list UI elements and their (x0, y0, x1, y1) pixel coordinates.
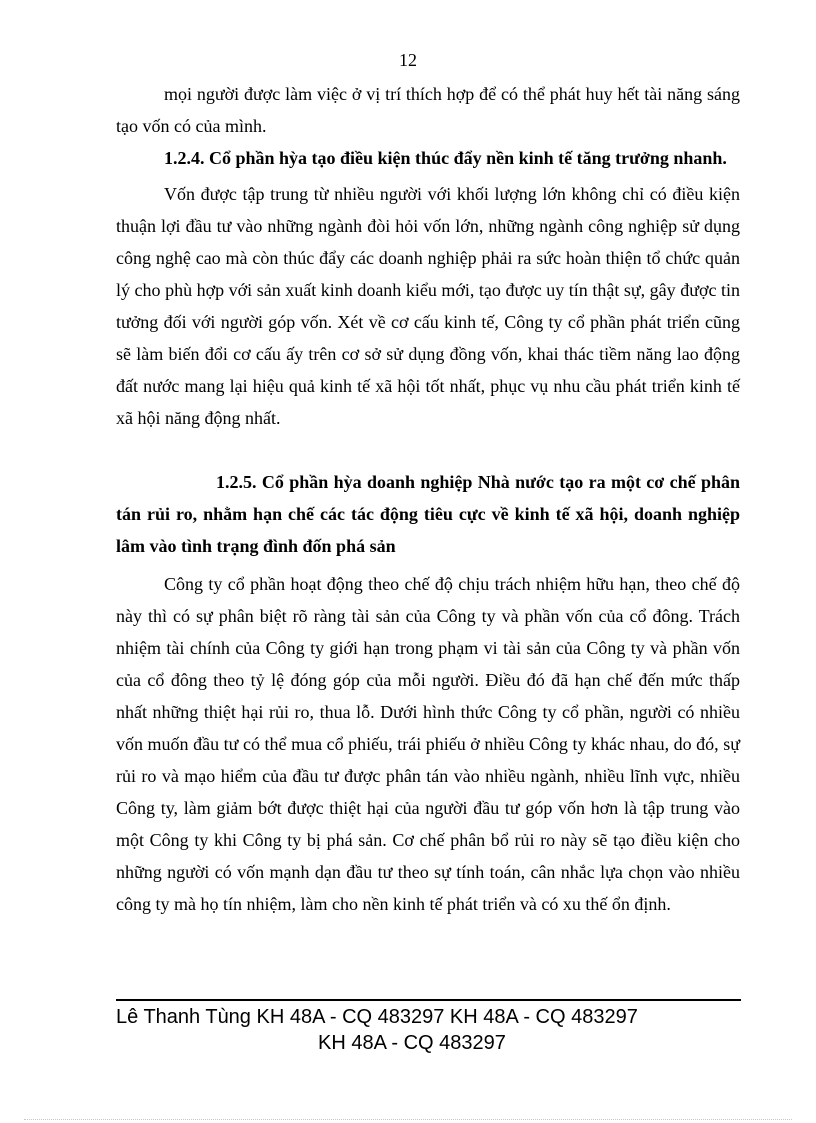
page-number: 12 (399, 50, 417, 70)
paragraph-section-1-2-4: Vốn được tập trung từ nhiều người với khối lượng lớn không chỉ có điều kiện thuận lợi đầu tư vào những ngành đòi hỏi vốn lớn, những ngành công nghiệp sử dụng công nghệ cao mà còn thúc đẩy các doanh nghiệp phải ra sức hoàn thiện tổ chức quản lý cho phù hợp với sản xuất kinh doanh kiểu mới, tạo được uy tín thật sự, gây được tin tưởng đối với người góp vốn. Xét về cơ cấu kinh tế, Công ty cổ phần phát triển cũng sẽ làm biến đổi cơ cấu ấy trên cơ sở sử dụng đồng vốn, khai thác tiềm năng lao động đất nước mang lại hiệu quả kinh tế xã hội tốt nhất, phục vụ nhu cầu phát triển kinh tế xã hội năng động nhất. (116, 184, 740, 428)
document-body (116, 78, 740, 920)
page-bottom-border (24, 1119, 792, 1120)
footer-class-line: KH 48A - CQ 483297 (318, 1032, 506, 1054)
paragraph-section-1-2-5: Công ty cổ phần hoạt động theo chế độ chịu trách nhiệm hữu hạn, theo chế độ này thì có sự phân biệt rõ ràng tài sản của Công ty và phần vốn của cổ đông. Trách nhiệm tài chính của Công ty giới hạn trong phạm vi tài sản của Công ty và phần vốn của cổ đông theo tỷ lệ đóng góp của mỗi người. Điều đó đã hạn chế đến mức thấp nhất những thiệt hại rủi ro, thua lỗ. Dưới hình thức Công ty cổ phần, người có nhiều vốn muốn đầu tư có thể mua cổ phiếu, trái phiếu ở nhiều Công ty khác nhau, do đó, sự rủi ro và mạo hiểm của đầu tư được phân tán vào nhiều ngành, nhiều lĩnh vực, nhiều Công ty, làm giảm bớt được thiệt hại của người đầu tư góp vốn hơn là tập trung vào một Công ty khi Công ty bị phá sản. Cơ chế phân bổ rủi ro này sẽ tạo điều kiện cho những người có vốn mạnh dạn đầu tư theo sự tính toán, cân nhắc lựa chọn vào nhiều công ty mà họ tín nhiệm, làm cho nền kinh tế phát triển và có xu thế ổn định. (116, 574, 740, 914)
page-footer (116, 1004, 741, 1056)
footer-divider (116, 999, 741, 1001)
footer-author-line: Lê Thanh Tùng KH 48A - CQ 483297 KH 48A - CQ 483297 (116, 1006, 638, 1028)
paragraph-intro-continuation: mọi người được làm việc ở vị trí thích hợp để có thể phát huy hết tài năng sáng tạo vốn có của mình. (116, 84, 740, 136)
section-heading-1-2-4: 1.2.4. Cổ phần hỳa tạo điều kiện thúc đẩy nền kinh tế tăng trưởng nhanh. (164, 148, 727, 168)
section-heading-1-2-5: 1.2.5. Cổ phần hỳa doanh nghiệp Nhà nước tạo ra một cơ chế phân tán rủi ro, nhằm hạn chế các tác động tiêu cực về kinh tế xã hội, doanh nghiệp lâm vào tình trạng đình đốn phá sản (116, 472, 740, 556)
